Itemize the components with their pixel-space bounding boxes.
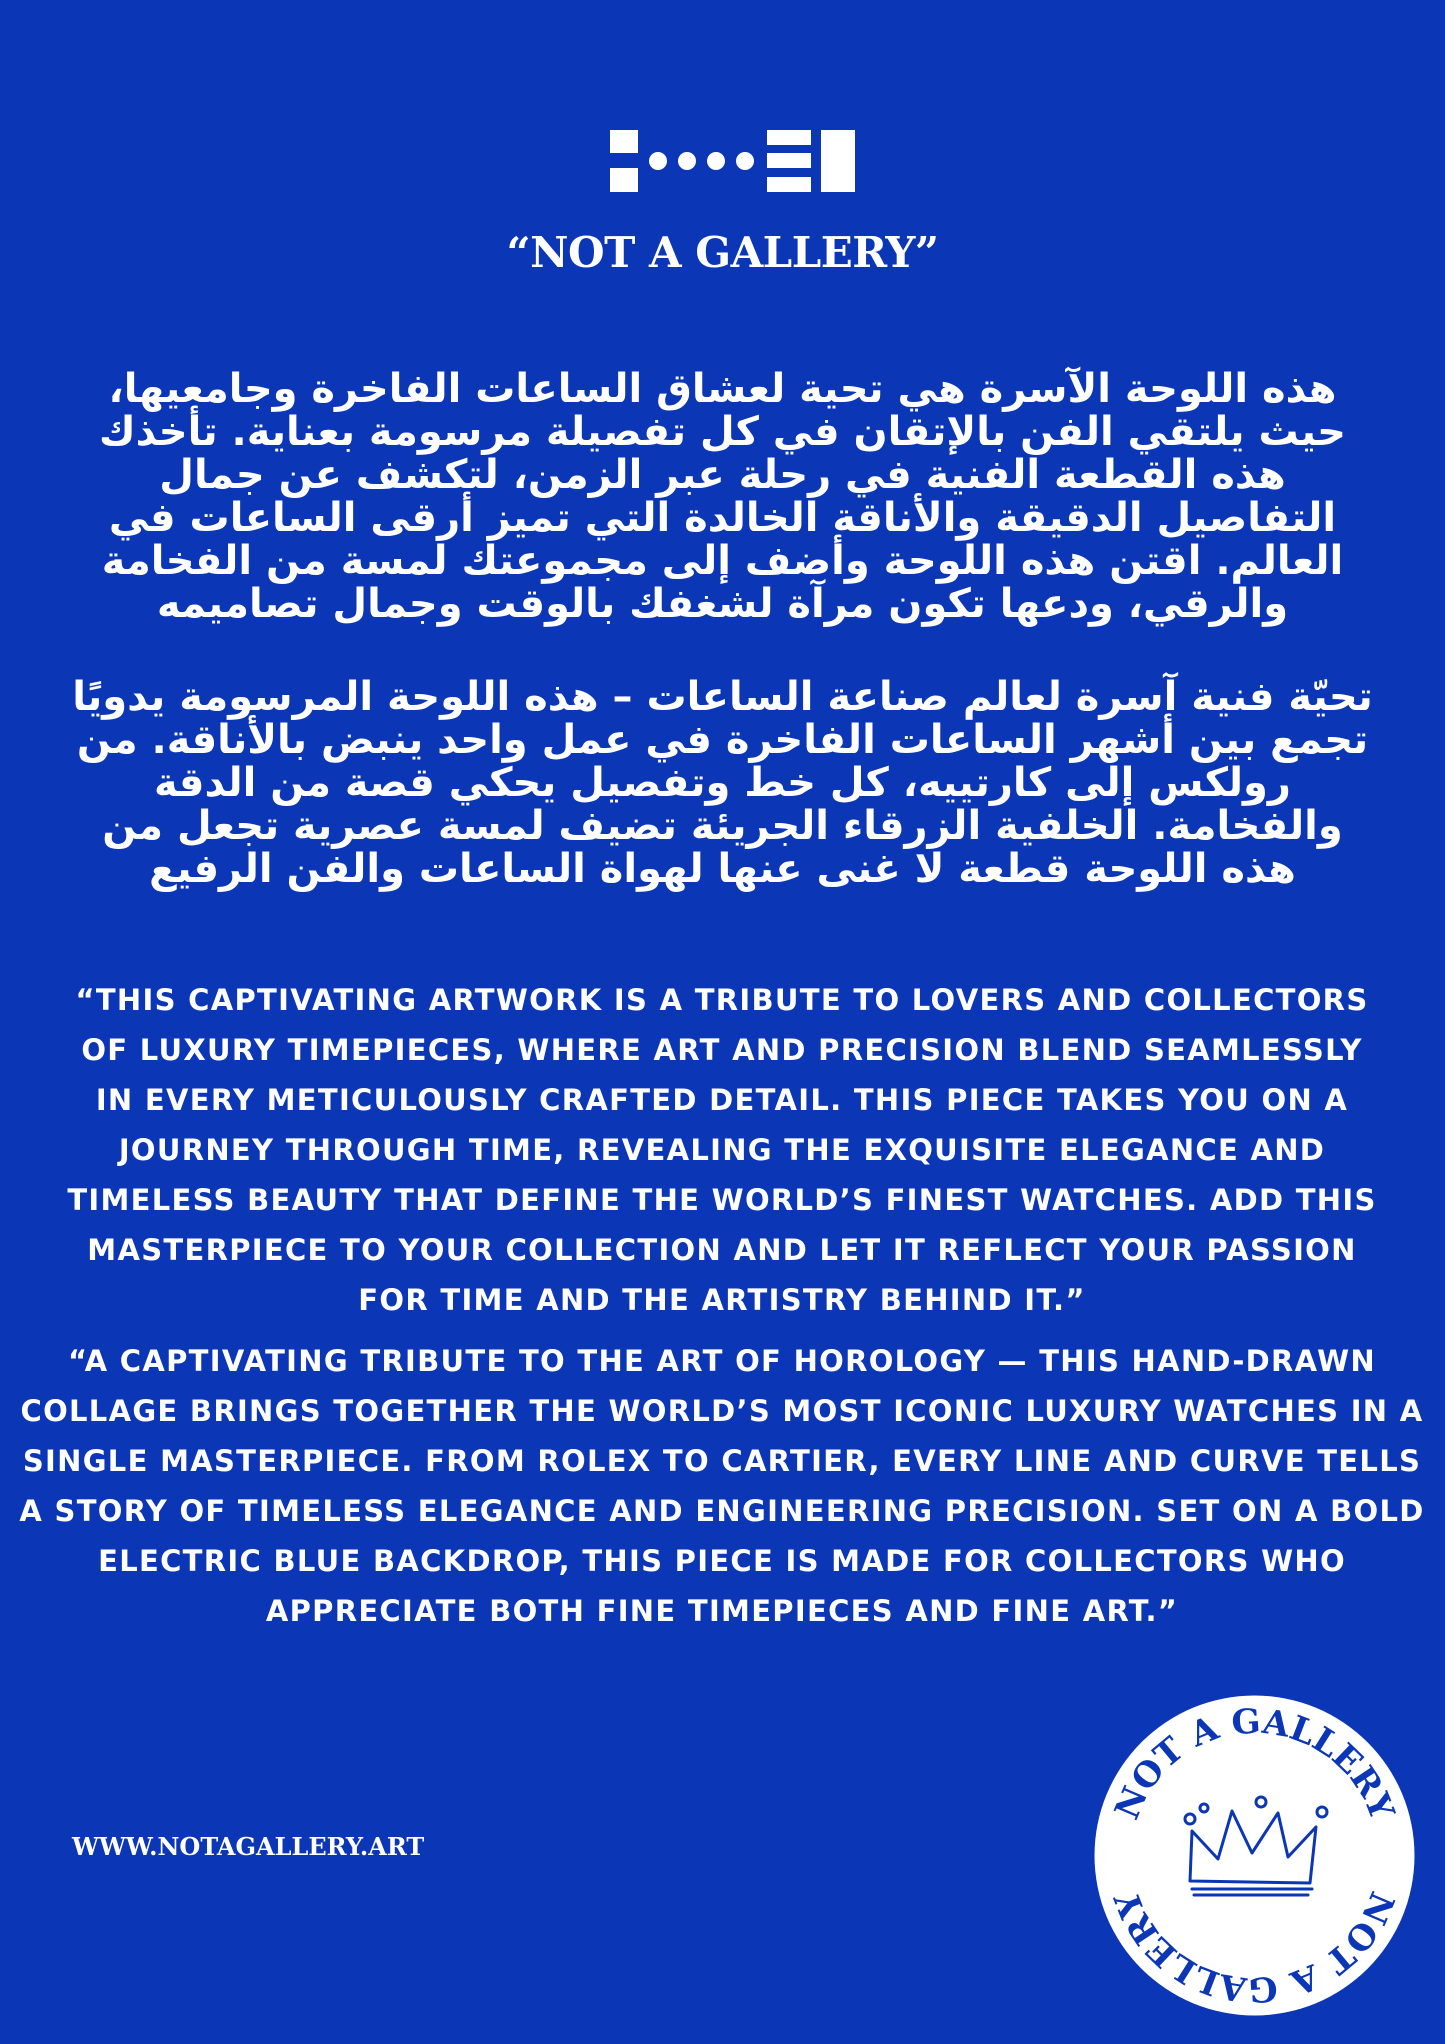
badge-text-bottom: NOT A GALLERY (1107, 1885, 1402, 2010)
arabic-description-2: تحيّة فنية آسرة لعالم صناعة الساعات – هذه اللوحة المرسومة يدويًا تجمع بين أشهر الساعات الفاخرة في عمل واحد ينبض بالأناقة. من رولكس إلى كارتييه، كل خط وتفصيل يحكي قصة من الدقة والفخامة. الخلفية الزرقاء الجريئة تضيف لمسة عصرية تجعل من هذه اللوحة قطعة لا غنى عنها لهواة الساعات والفن الرفيع (72, 674, 1373, 892)
english-description-2: “A CAPTIVATING TRIBUTE TO THE ART OF HOROLOGY — THIS HAND-DRAWN COLLAGE BRINGS TOGETHER THE WORLD’S MOST ICONIC LUXURY WATCHES IN A SINGLE MASTERPIECE. FROM ROLEX TO CARTIER, EVERY LINE AND CURVE TELLS A STORY OF TIMELESS ELEGANCE AND ENGINEERING PRECISION. SET ON A BOLD ELECTRIC BLUE BACKDROP, THIS PIECE IS MADE FOR COLLECTORS WHO APPRECIATE BOTH FINE TIMEPIECES AND FINE ART.” (19, 1344, 1425, 1628)
badge-circle (1095, 1696, 1415, 2016)
arabic-description-1: هذه اللوحة الآسرة هي تحية لعشاق الساعات الفاخرة وجامعيها، حيث يلتقي الفن بالإتقان في كل تفصيلة مرسومة بعناية. تأخذك هذه القطعة الفنية في رحلة عبر الزمن، لتكشف عن جمال التفاصيل الدقيقة والأناقة الخالدة التي تميز أرقى الساعات في العالم. اقتن هذه اللوحة وأضف إلى مجموعتك لمسة من الفخامة والرقي، ودعها تكون مرآة لشغفك بالوقت وجمال تصاميمه (99, 366, 1346, 627)
website-link[interactable]: WWW.NOTAGALLERY.ART (72, 1832, 425, 1861)
english-description-1: “THIS CAPTIVATING ARTWORK IS A TRIBUTE TO LOVERS AND COLLECTORS OF LUXURY TIMEPIECES, WHERE ART AND PRECISION BLEND SEAMLESSLY IN EVERY METICULOUSLY CRAFTED DETAIL. THIS PIECE TAKES YOU ON A JOURNEY THROUGH TIME, REVEALING THE EXQUISITE ELEGANCE AND TIMELESS BEAUTY THAT DEFINE THE WORLD’S FINEST WATCHES. ADD THIS MASTERPIECE TO YOUR COLLECTION AND LET IT REFLECT YOUR PASSION FOR TIME AND THE ARTISTRY BEHIND IT.” (67, 983, 1377, 1317)
brand-title: “NOT A GALLERY” (506, 228, 939, 277)
brand-logo-icon (610, 130, 855, 192)
badge-text-top: NOT A GALLERY (1107, 1701, 1402, 1826)
gallery-badge (1092, 1693, 1417, 2018)
